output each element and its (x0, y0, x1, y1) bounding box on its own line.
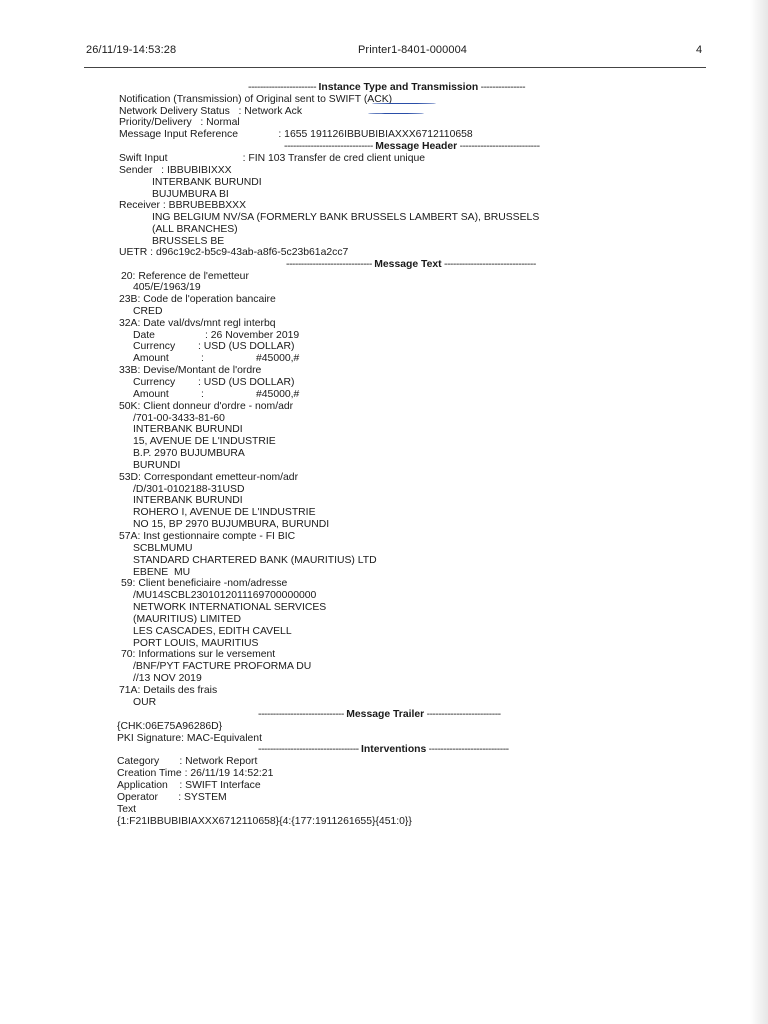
intervention-creation-time: Creation Time : 26/11/19 14:52:21 (117, 768, 274, 779)
field-53d-name: INTERBANK BURUNDI (133, 495, 243, 506)
field-59-name: NETWORK INTERNATIONAL SERVICES (133, 602, 327, 613)
section-message-text: ----------------------------- Message Text ------------------------------- (286, 259, 536, 270)
network-delivery-status: Network Delivery Status : Network Ack (119, 106, 303, 117)
field-33b-label: 33B: Devise/Montant de l'ordre (119, 365, 262, 376)
field-53d-label: 53D: Correspondant emetteur-nom/adr (119, 472, 299, 483)
swift-input: Swift Input : FIN 103 Transfer de cred client unique (119, 153, 426, 164)
field-32a-date-value: : 26 November 2019 (205, 330, 300, 341)
field-32a-label: 32A: Date val/dvs/mnt regl interbq (119, 318, 276, 329)
field-23b-label: 23B: Code de l'operation bancaire (119, 294, 276, 305)
page-edge-shadow (750, 0, 768, 1024)
field-57a-city: EBENE MU (133, 567, 191, 578)
field-50k-label: 50K: Client donneur d'ordre - nom/adr (119, 401, 294, 412)
field-59-account: /MU14SCBL2301012011169700000000 (133, 590, 317, 601)
print-datetime: 26/11/19-14:53:28 (86, 44, 177, 56)
field-33b-amount-value: #45000,# (256, 389, 300, 400)
field-50k-pobox: B.P. 2970 BUJUMBURA (133, 448, 245, 459)
field-57a-bank-name: STANDARD CHARTERED BANK (MAURITIUS) LTD (133, 555, 377, 566)
field-59-label: 59: Client beneficiaire -nom/adresse (121, 578, 288, 589)
receiver-name: ING BELGIUM NV/SA (FORMERLY BANK BRUSSELS LAMBERT SA), BRUSSELS (152, 212, 540, 223)
sender-city: BUJUMBURA BI (152, 189, 229, 200)
field-20-value: 405/E/1963/19 (133, 282, 201, 293)
section-interventions: ---------------------------------- Interventions --------------------------- (258, 744, 509, 755)
section-instance-type: ----------------------- Instance Type and Transmission --------------- (248, 82, 526, 93)
field-32a-currency-label: Currency (133, 341, 176, 352)
pki-signature: PKI Signature: MAC-Equivalent (117, 733, 262, 744)
receiver: Receiver : BBRUBEBBXXX (119, 200, 247, 211)
printer-id: Printer1-8401-000004 (358, 44, 468, 56)
field-23b-value: CRED (133, 306, 163, 317)
field-59-name-cont: (MAURITIUS) LIMITED (133, 614, 241, 625)
field-53d-city: NO 15, BP 2970 BUJUMBURA, BURUNDI (133, 519, 330, 530)
pen-mark (368, 113, 424, 114)
intervention-application: Application : SWIFT Interface (117, 780, 261, 791)
field-32a-amount-colon: : (201, 353, 204, 364)
field-33b-amount-colon: : (201, 389, 204, 400)
section-message-trailer: ----------------------------- Message Trailer ------------------------- (258, 709, 501, 720)
field-53d-account: /D/301-0102188-31USD (133, 484, 245, 495)
sender-name: INTERBANK BURUNDI (152, 177, 262, 188)
intervention-category: Category : Network Report (117, 756, 258, 767)
notification-line: Notification (Transmission) of Original sent to SWIFT (ACK) (119, 94, 393, 105)
field-33b-currency-value: : USD (US DOLLAR) (198, 377, 295, 388)
uetr: UETR : d96c19c2-b5c9-43ab-a8f6-5c23b61a2cc7 (119, 247, 349, 258)
sender: Sender : IBBUBIBIXXX (119, 165, 232, 176)
page-number: 4 (696, 44, 703, 56)
field-50k-address: 15, AVENUE DE L'INDUSTRIE (133, 436, 276, 447)
section-message-header: ------------------------------ Message Header --------------------------- (284, 141, 540, 152)
field-53d-address: ROHERO I, AVENUE DE L'INDUSTRIE (133, 507, 316, 518)
field-50k-country: BURUNDI (133, 460, 181, 471)
field-70-line1: /BNF/PYT FACTURE PROFORMA DU (133, 661, 312, 672)
field-32a-amount-label: Amount (133, 353, 169, 364)
receiver-city: BRUSSELS BE (152, 236, 225, 247)
intervention-operator: Operator : SYSTEM (117, 792, 227, 803)
header-rule (84, 67, 706, 68)
field-32a-date-label: Date (133, 330, 155, 341)
checksum: {CHK:06E75A96286D} (117, 721, 223, 732)
field-71a-label: 71A: Details des frais (119, 685, 218, 696)
intervention-text-value: {1:F21IBBUBIBIAXXX6712110658}{4:{177:1911261655}{451:0}} (117, 816, 412, 827)
field-57a-label: 57A: Inst gestionnaire compte - FI BIC (119, 531, 296, 542)
field-50k-account: /701-00-3433-81-60 (133, 413, 225, 424)
message-input-reference: Message Input Reference : 1655 191126IBBUBIBIAXXX6712110658 (119, 129, 473, 140)
intervention-text-label: Text (117, 804, 137, 815)
field-50k-name: INTERBANK BURUNDI (133, 424, 243, 435)
field-70-line2: //13 NOV 2019 (133, 673, 202, 684)
field-71a-value: OUR (133, 697, 157, 708)
field-59-city: PORT LOUIS, MAURITIUS (133, 638, 259, 649)
field-57a-bic: SCBLMUMU (133, 543, 193, 554)
pen-mark (372, 103, 436, 104)
receiver-branches: (ALL BRANCHES) (152, 224, 238, 235)
field-32a-currency-value: : USD (US DOLLAR) (198, 341, 295, 352)
field-70-label: 70: Informations sur le versement (121, 649, 276, 660)
field-59-address: LES CASCADES, EDITH CAVELL (133, 626, 292, 637)
field-33b-currency-label: Currency (133, 377, 176, 388)
field-32a-amount-value: #45000,# (256, 353, 300, 364)
field-20-label: 20: Reference de l'emetteur (121, 271, 249, 282)
field-33b-amount-label: Amount (133, 389, 169, 400)
priority-delivery: Priority/Delivery : Normal (119, 117, 240, 128)
